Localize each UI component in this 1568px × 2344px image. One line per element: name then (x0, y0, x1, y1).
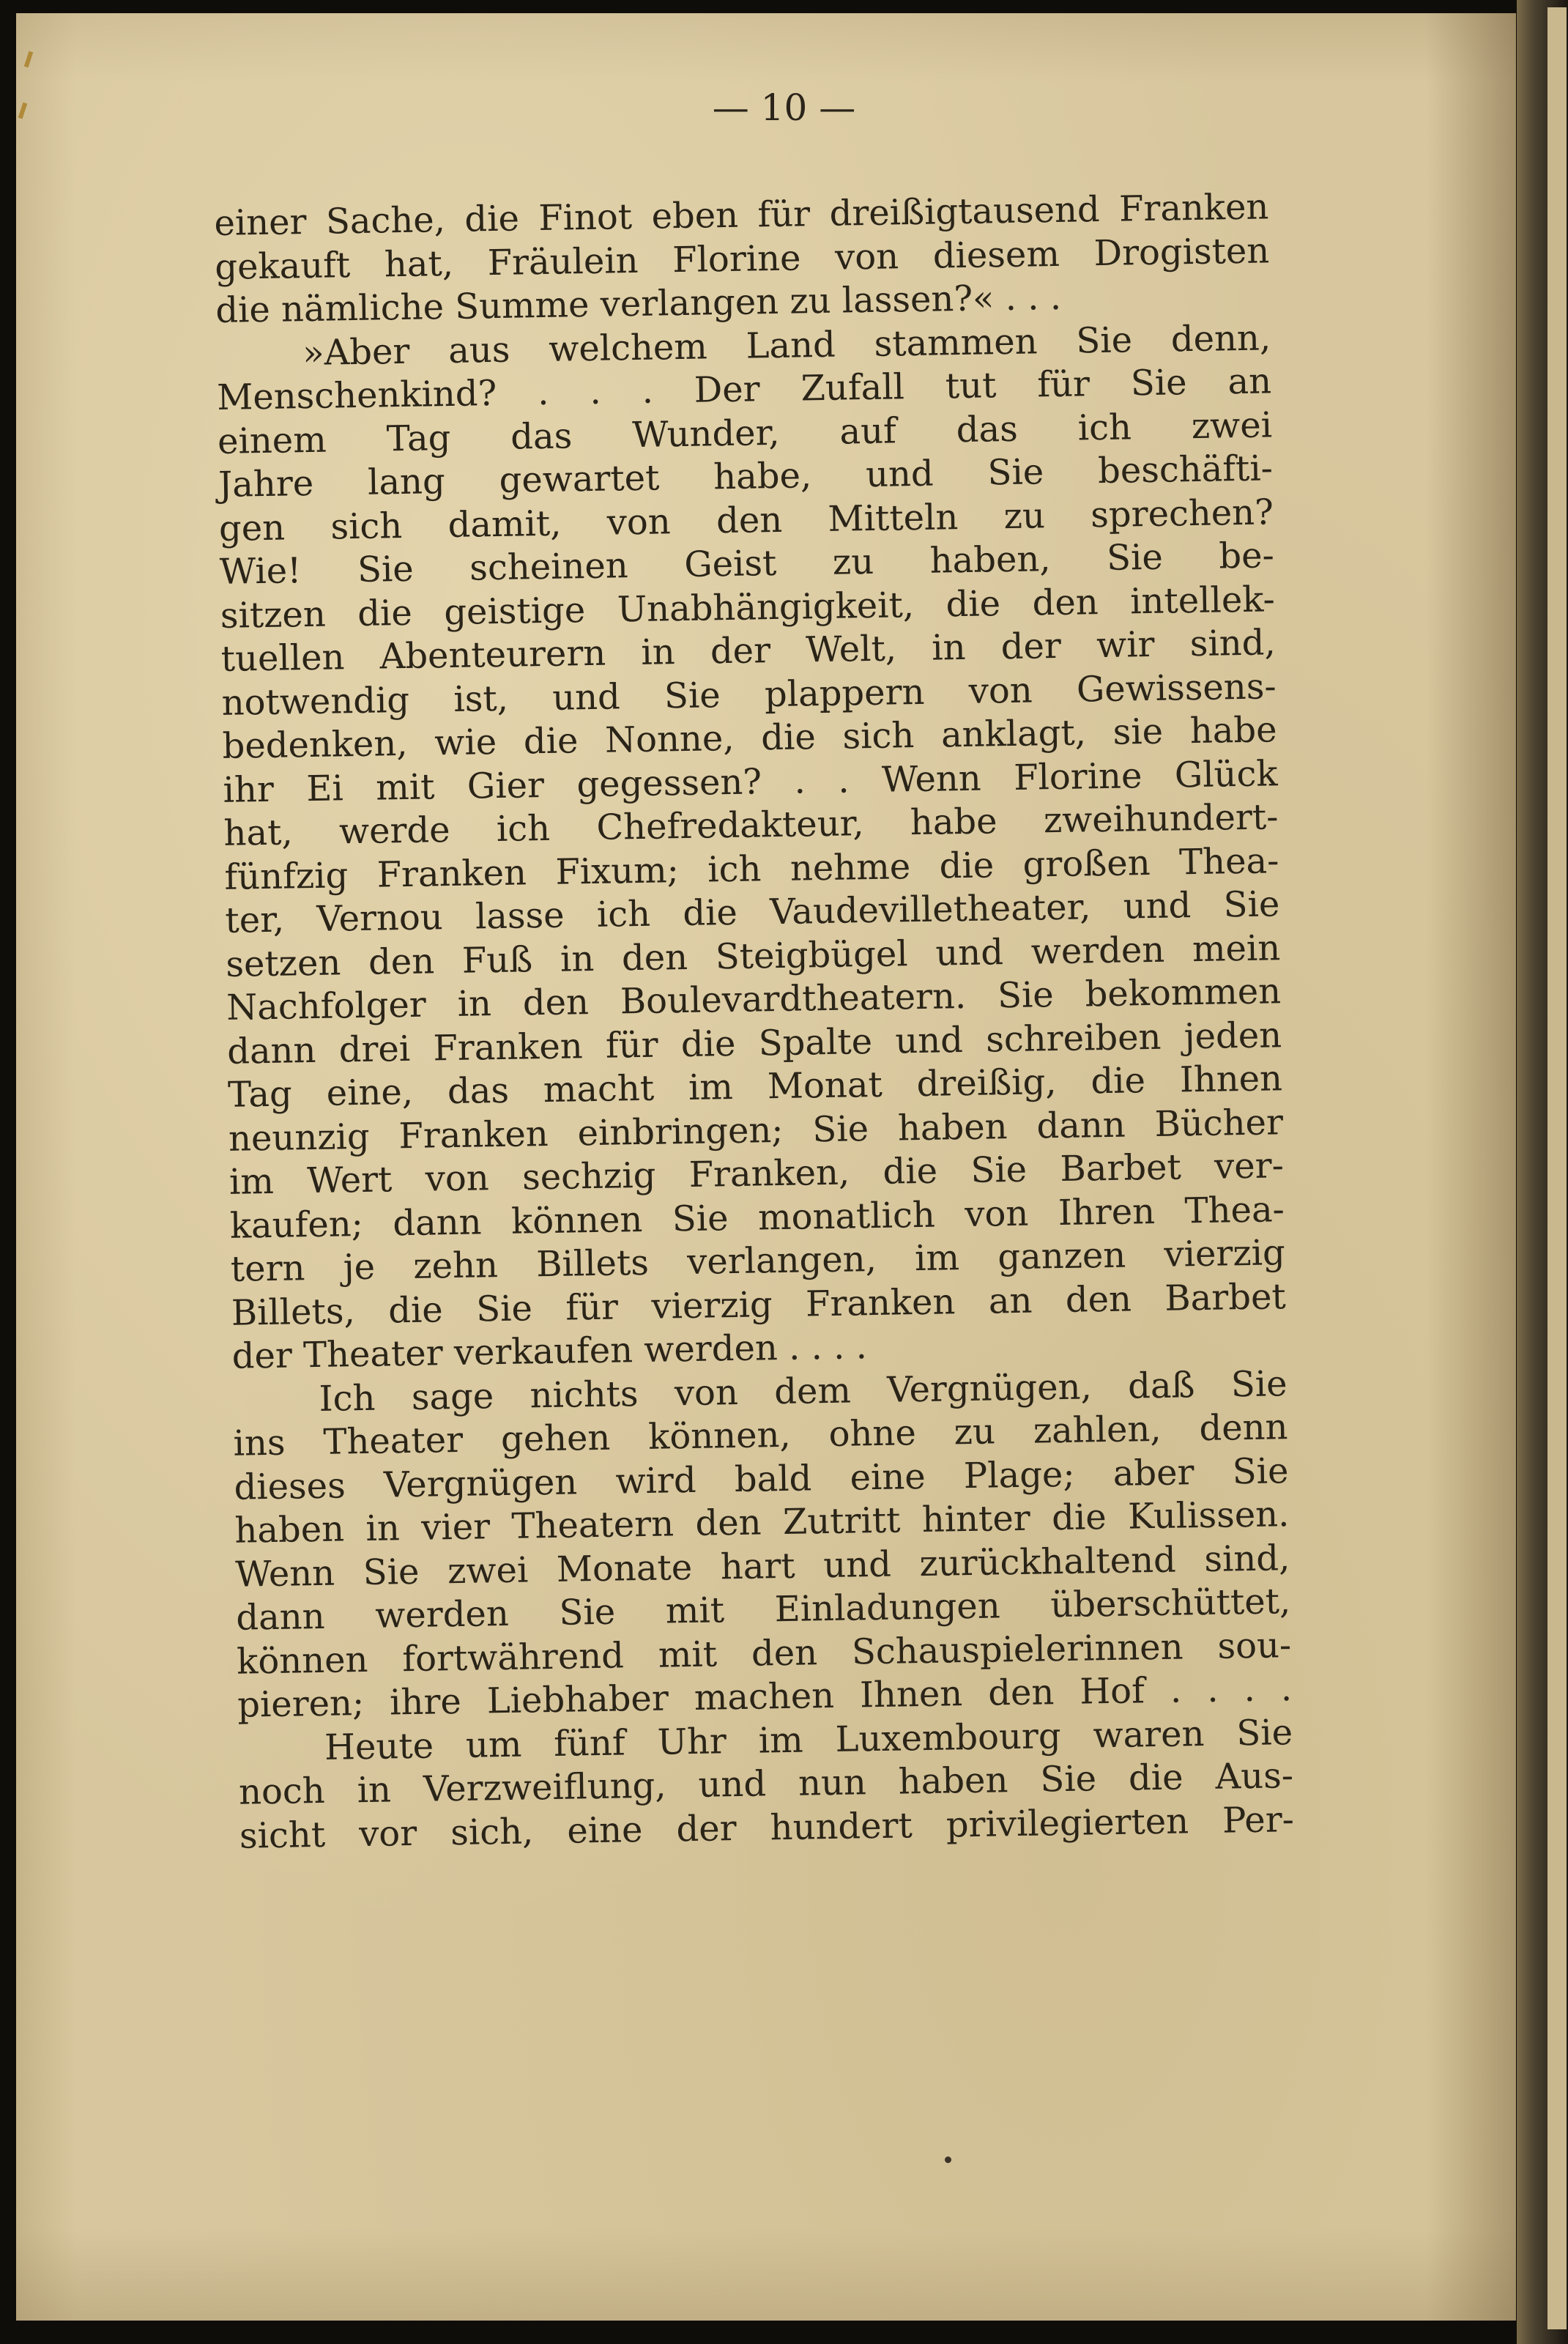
text-line: ihr Ei mit Gier gegessen? . . Wenn Florine Glück (223, 752, 1278, 811)
page-number: — 10 — (712, 86, 856, 129)
text-line: Tag eine, das macht im Monat dreißig, die Ihnen (227, 1058, 1283, 1116)
text-line: Billets, die Sie für vierzig Franken an den Barbet (231, 1275, 1287, 1334)
text-line: hat, werde ich Chefredakteur, habe zweihundert- (223, 796, 1279, 854)
text-line: dann werden Sie mit Einladungen überschüttet, (235, 1581, 1291, 1639)
text-line: kaufen; dann können Sie monatlich von Ihren Thea- (229, 1188, 1285, 1247)
text-line: dieses Vergnügen wird bald eine Plage; aber Sie (234, 1450, 1289, 1508)
text-line: setzen den Fuß in den Steigbügel und werden mein (225, 927, 1281, 985)
text-line: pieren; ihre Liebhaber machen Ihnen den Hof . . . . (237, 1668, 1293, 1726)
text-line: tern je zehn Billets verlangen, im ganzen vierzig (230, 1232, 1286, 1290)
text-line: notwendig ist, und Sie plappern von Gewissens- (221, 665, 1277, 724)
text-line: bedenken, wie die Nonne, die sich anklagt, sie habe (222, 709, 1277, 767)
ink-speck (945, 2156, 951, 2163)
text-line: Wie! Sie scheinen Geist zu haben, Sie be- (219, 535, 1275, 593)
text-line: einem Tag das Wunder, auf das ich zwei (217, 404, 1273, 462)
text-line: sicht vor sich, eine der hundert privilegierten Per- (239, 1798, 1295, 1857)
text-line: noch in Verzweiflung, und nun haben Sie die Aus- (238, 1755, 1294, 1813)
body-text (214, 185, 1294, 1858)
text-line: ter, Vernou lasse ich die Vaudevilletheater, und Sie (224, 883, 1280, 941)
text-line: der Theater verkaufen werden . . . . (231, 1326, 868, 1377)
text-line: können fortwährend mit den Schauspielerinnen sou- (236, 1624, 1292, 1683)
text-line: Jahre lang gewartet habe, und Sie beschäfti- (218, 448, 1274, 505)
text-line: ins Theater gehen können, ohne zu zahlen, denn (233, 1406, 1288, 1464)
text-line: im Wert von sechzig Franken, die Sie Barbet ver- (228, 1145, 1285, 1203)
text-line: neunzig Franken einbringen; Sie haben dann Bücher (228, 1101, 1284, 1160)
text-line: sitzen die geistige Unabhängigkeit, die den intellek- (220, 578, 1276, 637)
text-line: haben in vier Theatern den Zutritt hinter die Kulissen. (234, 1494, 1290, 1551)
text-line: gekauft hat, Fräulein Florine von diesem Drogisten (214, 229, 1270, 288)
text-line: fünfzig Franken Fixum; ich nehme die großen Thea- (224, 839, 1279, 898)
text-line: Menschenkind? . . . Der Zufall tut für Sie an (216, 360, 1272, 418)
adjacent-page-edge (1547, 7, 1567, 2329)
text-line: Ich sage nichts von dem Vergnügen, daß Sie (319, 1362, 1288, 1420)
text-line: Heute um fünf Uhr im Luxembourg waren Sie (324, 1711, 1293, 1768)
text-line: »Aber aus welchem Land stammen Sie denn, (302, 316, 1271, 374)
text-line: Nachfolger in den Boulevardtheatern. Sie bekommen (226, 971, 1282, 1028)
text-line: gen sich damit, von den Mitteln zu sprechen? (218, 491, 1274, 549)
text-line: dann drei Franken für die Spalte und schreiben jeden (226, 1014, 1282, 1072)
text-line: tuellen Abenteurern in der Welt, in der wir sind, (220, 622, 1277, 680)
text-line: einer Sache, die Finot eben für dreißigtausend Franken (214, 186, 1269, 244)
text-line: die nämliche Summe verlangen zu lassen?« . . . (215, 276, 1062, 331)
text-line: Wenn Sie zwei Monate hart und zurückhaltend sind, (234, 1537, 1290, 1595)
